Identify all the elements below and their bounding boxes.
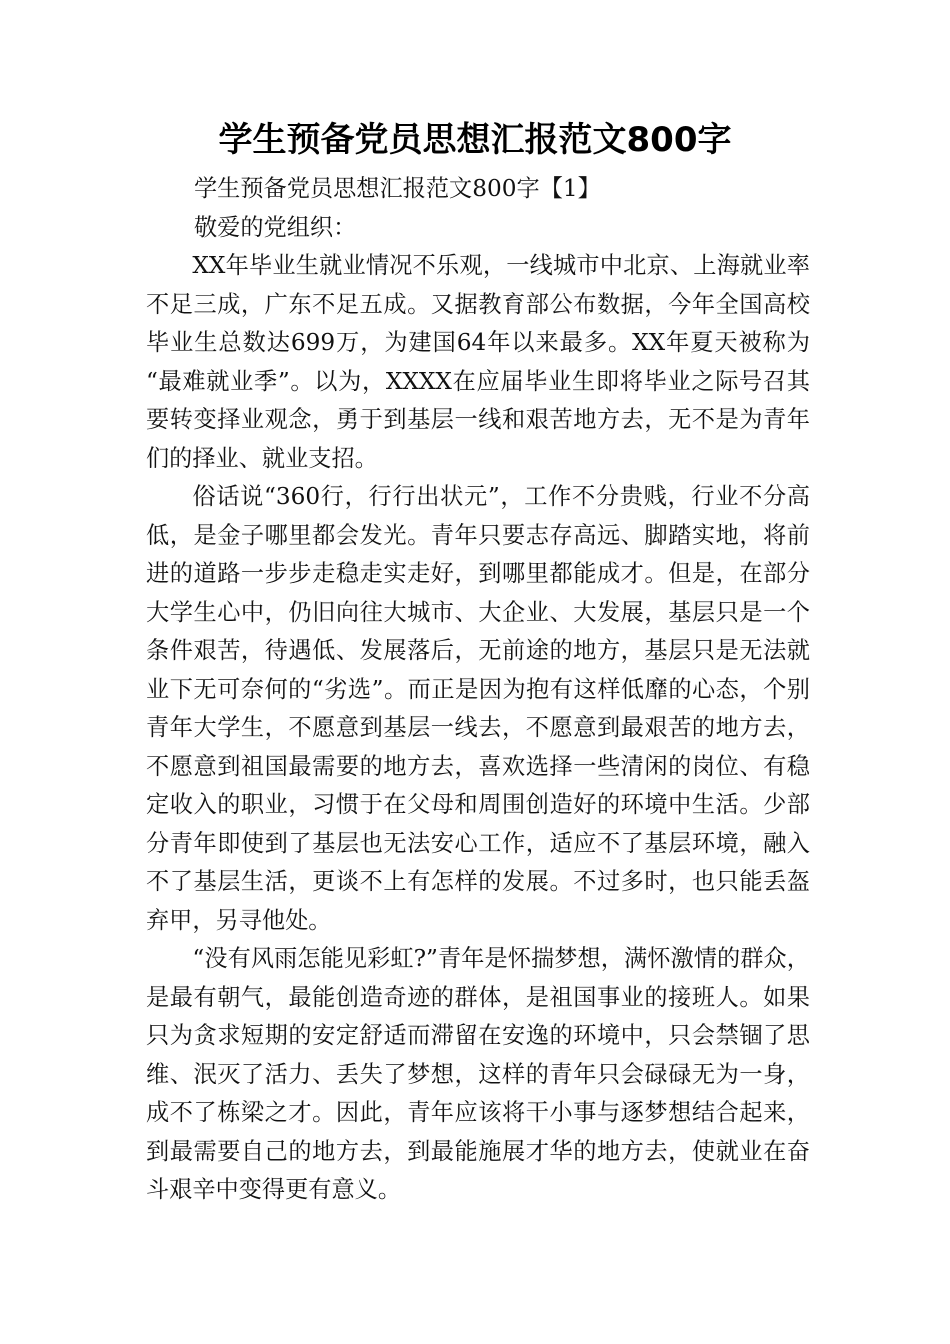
paragraph-1: XX年毕业生就业情况不乐观，一线城市中北京、上海就业率不足三成，广东不足五成。又据教育部公布数据，今年全国高校毕业生总数达699万，为建国64年以来最多。XX年夏天被称为 “最难就业季”。以为，XXXX在应届毕业生即将毕业之际号召其要转变择业观念，勇于到基层一线和艰苦地方去，无不是为青年们的择业、就业支招。	[146, 252, 810, 472]
paragraph-2: 俗话说“360行，行行出状元”，工作不分贵贱，行业不分高低，是金子哪里都会发光。青年只要志存高远、脚踏实地，将前进的道路一步步走稳走实走好，到哪里都能成才。但是，在部分大学生心中，仍旧向往大城市、大企业、大发展，基层只是一个条件艰苦，待遇低、发展落后，无前途的地方，基层只是无法就业下无可奈何的“劣选”。而正是因为抱有这样低靡的心态，个别青年大学生，不愿意到基层一线去，不愿意到最艰苦的地方去，不愿意到祖国最需要的地方去，喜欢选择一些清闲的岗位、有稳定收入的职业，习惯于在父母和周围创造好的环境中生活。少部分青年即使到了基层也无法安心工作，适应不了基层环境，融入不了基层生活，更谈不上有怎样的发展。不过多时，也只能丢盔弃甲，另寻他处。	[146, 483, 810, 934]
document-body	[146, 170, 810, 1210]
document-title: 学生预备党员思想汇报范文800字	[218, 120, 732, 160]
document-subtitle: 学生预备党员思想汇报范文800字【1】	[194, 175, 601, 202]
salutation: 敬爱的党组织：	[194, 213, 357, 241]
paragraph-3: “没有风雨怎能见彩虹?”青年是怀揣梦想，满怀激情的群众，是最有朝气，最能创造奇迹的群体，是祖国事业的接班人。如果只为贪求短期的安定舒适而滞留在安逸的环境中，只会禁锢了思维、泯灭了活力、丢失了梦想，这样的青年只会碌碌无为一身，成不了栋梁之才。因此，青年应该将干小事与逐梦想结合起来，到最需要自己的地方去，到最能施展才华的地方去，使就业在奋斗艰辛中变得更有意义。	[146, 945, 810, 1203]
